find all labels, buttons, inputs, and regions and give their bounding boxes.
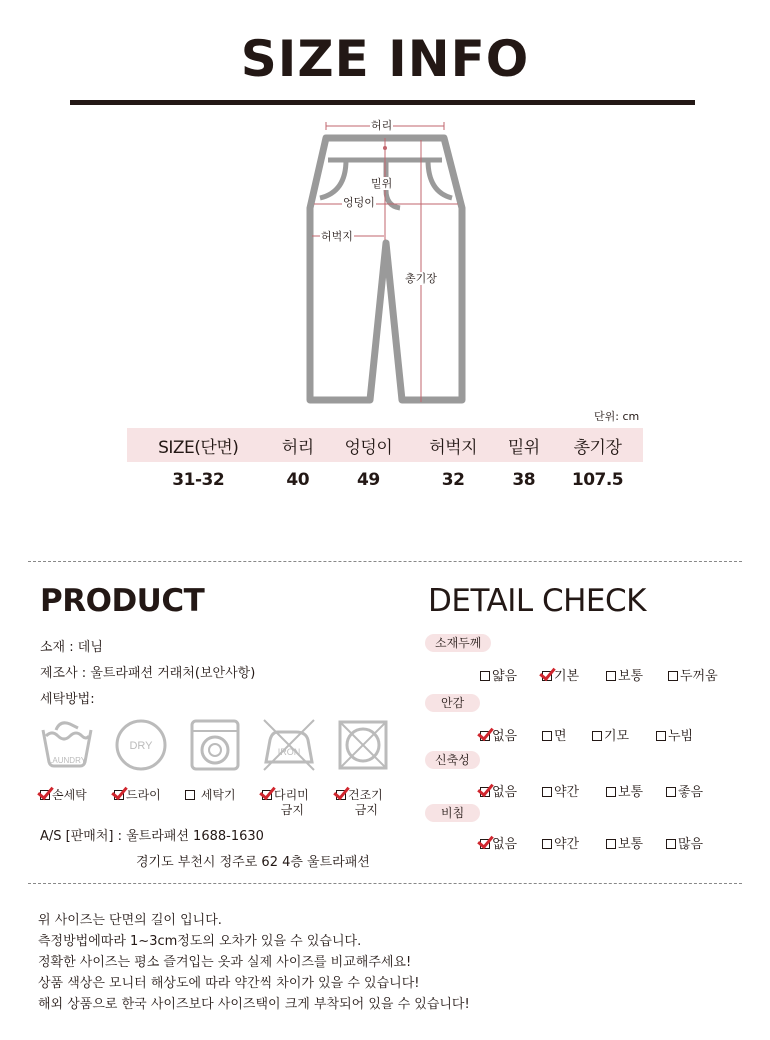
table-row — [127, 462, 643, 498]
note-line: 상품 색상은 모니터 해상도에 따라 약간씩 차이가 있을 수 있습니다! — [38, 976, 420, 991]
detail-option: 약간 — [542, 833, 579, 852]
detail-row-thickness — [425, 634, 735, 652]
note-line: 정확한 사이즈는 평소 즐겨입는 옷과 실제 사이즈를 비교해주세요! — [38, 955, 412, 970]
detail-option: 기모 — [592, 725, 629, 744]
note-line: 측정방법에따라 1~3cm정도의 오차가 있을 수 있습니다. — [38, 934, 362, 949]
hand-wash-option: 손세탁 — [40, 788, 87, 803]
detail-option: 보통 — [606, 833, 643, 852]
section-divider — [28, 883, 742, 884]
detail-option: 좋음 — [666, 781, 703, 800]
cell-rise: 38 — [512, 470, 536, 490]
detail-label: 안감 — [425, 694, 480, 712]
pants-diagram — [290, 118, 480, 410]
dry-clean-icon — [114, 718, 168, 772]
detail-option: 없음 — [480, 725, 517, 744]
note-line: 위 사이즈는 단면의 길이 입니다. — [38, 913, 222, 928]
cell-waist: 40 — [286, 470, 310, 490]
checkbox-icon — [114, 790, 124, 800]
detail-option: 두꺼움 — [668, 665, 718, 684]
detail-option: 보통 — [606, 781, 643, 800]
checkbox-icon — [40, 790, 50, 800]
no-dryer-icon — [336, 718, 390, 772]
material-text: 소재 : 데님 — [40, 640, 103, 655]
product-title: PRODUCT — [40, 583, 205, 619]
manufacturer-text: 제조사 : 울트라패션 거래처(보안사항) — [40, 666, 256, 681]
checkbox-icon — [336, 790, 346, 800]
unit-label: 단위: cm — [594, 410, 640, 423]
header-rise: 밑위 — [495, 428, 552, 462]
no-iron-option: 다리미 금지 — [262, 788, 309, 818]
detail-option: 면 — [542, 725, 567, 744]
size-table-header — [127, 428, 643, 462]
detail-option: 얇음 — [480, 665, 517, 684]
detail-row-lining — [425, 694, 735, 712]
hand-wash-icon — [40, 718, 94, 772]
size-info-title: SIZE INFO — [240, 30, 530, 88]
detail-check-title: DETAIL CHECK — [428, 583, 646, 619]
no-iron-icon — [262, 718, 316, 772]
dry-icon-text: DRY — [129, 740, 153, 752]
cell-hip: 49 — [357, 470, 380, 490]
cell-thigh: 32 — [441, 470, 465, 490]
detail-row-sheerness — [425, 804, 735, 822]
rise-label: 밑위 — [371, 177, 393, 190]
note-line: 해외 상품으로 한국 사이즈보다 사이즈택이 크게 부착되어 있을 수 있습니다! — [38, 997, 470, 1012]
washing-label: 세탁방법: — [40, 692, 95, 707]
section-divider — [28, 561, 742, 562]
detail-label: 신축성 — [425, 751, 480, 769]
detail-row-stretch — [425, 751, 735, 769]
detail-label: 비침 — [425, 804, 480, 822]
washing-machine-icon — [188, 718, 242, 772]
detail-option: 기본 — [542, 665, 579, 684]
detail-option: 없음 — [480, 781, 517, 800]
detail-option: 약간 — [542, 781, 579, 800]
cell-size: 31-32 — [172, 470, 225, 490]
size-table — [127, 428, 643, 498]
checkbox-icon — [185, 790, 195, 800]
no-dryer-option: 건조기 금지 — [336, 788, 383, 818]
detail-option: 많음 — [666, 833, 703, 852]
dry-clean-option: 드라이 — [114, 788, 161, 803]
laundry-icon-text: LAUNDRY — [47, 756, 87, 765]
iron-icon-text: IRON — [277, 747, 301, 757]
detail-option: 없음 — [480, 833, 517, 852]
header-thigh: 허벅지 — [411, 428, 496, 462]
detail-option: 보통 — [606, 665, 643, 684]
detail-option: 누빔 — [656, 725, 693, 744]
address-text: 경기도 부천시 정주로 62 4층 울트라패션 — [136, 855, 370, 870]
header-hip: 엉덩이 — [326, 428, 411, 462]
washing-machine-option: 세탁기 — [185, 788, 236, 803]
header-waist: 허리 — [269, 428, 326, 462]
waist-label: 허리 — [371, 119, 393, 132]
hip-label: 엉덩이 — [343, 196, 375, 209]
title-divider — [70, 100, 695, 105]
checkbox-icon — [262, 790, 272, 800]
header-length: 총기장 — [552, 428, 643, 462]
header-size: SIZE(단면) — [127, 428, 269, 462]
detail-label: 소재두께 — [425, 634, 491, 652]
length-label: 총기장 — [405, 272, 437, 285]
cell-length: 107.5 — [571, 470, 624, 490]
thigh-label: 허벅지 — [321, 230, 353, 243]
as-info: A/S [판매처] : 울트라패션 1688-1630 — [40, 829, 264, 844]
